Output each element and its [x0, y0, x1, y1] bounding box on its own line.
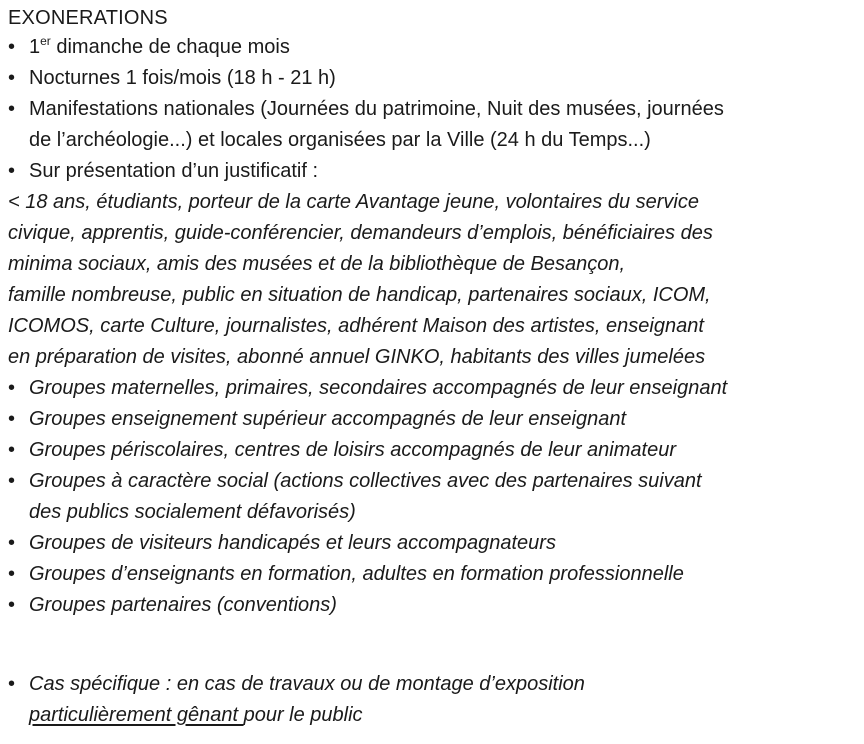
bullet-icon: • [8, 377, 16, 399]
list-item-groupes-periscolaires [8, 436, 676, 464]
cas-specifique-underlined: particulièrement gênant [29, 704, 244, 726]
justificatif-list-line: < 18 ans, étudiants, porteur de la carte Avantage jeune, volontaires du service [8, 191, 699, 213]
bullet-icon: • [8, 439, 16, 461]
manifestations-line-2: de l’archéologie...) et locales organisées par la Ville (24 h du Temps...) [29, 129, 651, 151]
groupes-scolaires-text: Groupes maternelles, primaires, secondaires accompagnés de leur enseignant [29, 377, 728, 399]
groupes-partenaires-text: Groupes partenaires (conventions) [29, 594, 337, 616]
groupes-social-line-2: des publics socialement défavorisés) [29, 501, 356, 523]
list-item-groupes-handicap [8, 529, 556, 557]
justificatif-list-line: famille nombreuse, public en situation de handicap, partenaires sociaux, ICOM, [8, 284, 711, 306]
list-item-groupes-formation [8, 560, 684, 588]
list-item-first-sunday [8, 33, 290, 61]
bullet-icon: • [8, 67, 16, 89]
groupes-social-continuation [8, 498, 356, 526]
first-sunday-superscript: er [40, 34, 51, 48]
justificatif-list-line: en préparation de visites, abonné annuel GINKO, habitants des villes jumelées [8, 346, 706, 368]
groupes-formation-text: Groupes d’enseignants en formation, adultes en formation professionnelle [29, 563, 684, 585]
bullet-icon: • [8, 160, 16, 182]
bullet-icon: • [8, 673, 16, 695]
bullet-icon: • [8, 36, 16, 58]
manifestations-continuation [8, 126, 651, 154]
groupes-handicap-text: Groupes de visiteurs handicapés et leurs accompagnateurs [29, 532, 556, 554]
list-item-groupes-social [8, 467, 702, 495]
list-item-nocturnes [8, 64, 336, 92]
cas-specifique-line-1: Cas spécifique : en cas de travaux ou de montage d’exposition [29, 673, 585, 695]
list-item-manifestations [8, 95, 724, 123]
list-item-groupes-superieur [8, 405, 626, 433]
bullet-icon: • [8, 470, 16, 492]
cas-specifique-continuation [8, 701, 363, 729]
list-item-groupes-partenaires [8, 591, 337, 619]
manifestations-line-1: Manifestations nationales (Journées du patrimoine, Nuit des musées, journées [29, 98, 724, 120]
first-sunday-suffix: dimanche de chaque mois [50, 36, 290, 58]
nocturnes-text: Nocturnes 1 fois/mois (18 h - 21 h) [29, 67, 336, 89]
list-item-cas-specifique [8, 670, 585, 698]
groupes-social-line-1: Groupes à caractère social (actions collectives avec des partenaires suivant [29, 470, 702, 492]
justificatif-list-line: ICOMOS, carte Culture, journalistes, adhérent Maison des artistes, enseignant [8, 315, 704, 337]
groupes-periscolaires-text: Groupes périscolaires, centres de loisirs accompagnés de leur animateur [29, 439, 676, 461]
justificatif-text: Sur présentation d’un justificatif : [29, 160, 319, 182]
bullet-icon: • [8, 532, 16, 554]
justificatif-list-line: minima sociaux, amis des musées et de la bibliothèque de Besançon, [8, 253, 626, 275]
section-title: EXONERATIONS [8, 7, 168, 29]
list-item-justificatif [8, 157, 318, 185]
groupes-superieur-text: Groupes enseignement supérieur accompagnés de leur enseignant [29, 408, 627, 430]
bullet-icon: • [8, 563, 16, 585]
bullet-icon: • [8, 408, 16, 430]
list-item-groupes-scolaires [8, 374, 727, 402]
bullet-icon: • [8, 594, 16, 616]
bullet-icon: • [8, 98, 16, 120]
justificatif-list-line: civique, apprentis, guide-conférencier, demandeurs d’emplois, bénéficiaires des [8, 222, 713, 244]
first-sunday-prefix: 1 [29, 36, 41, 58]
cas-specifique-rest: pour le public [243, 704, 363, 726]
